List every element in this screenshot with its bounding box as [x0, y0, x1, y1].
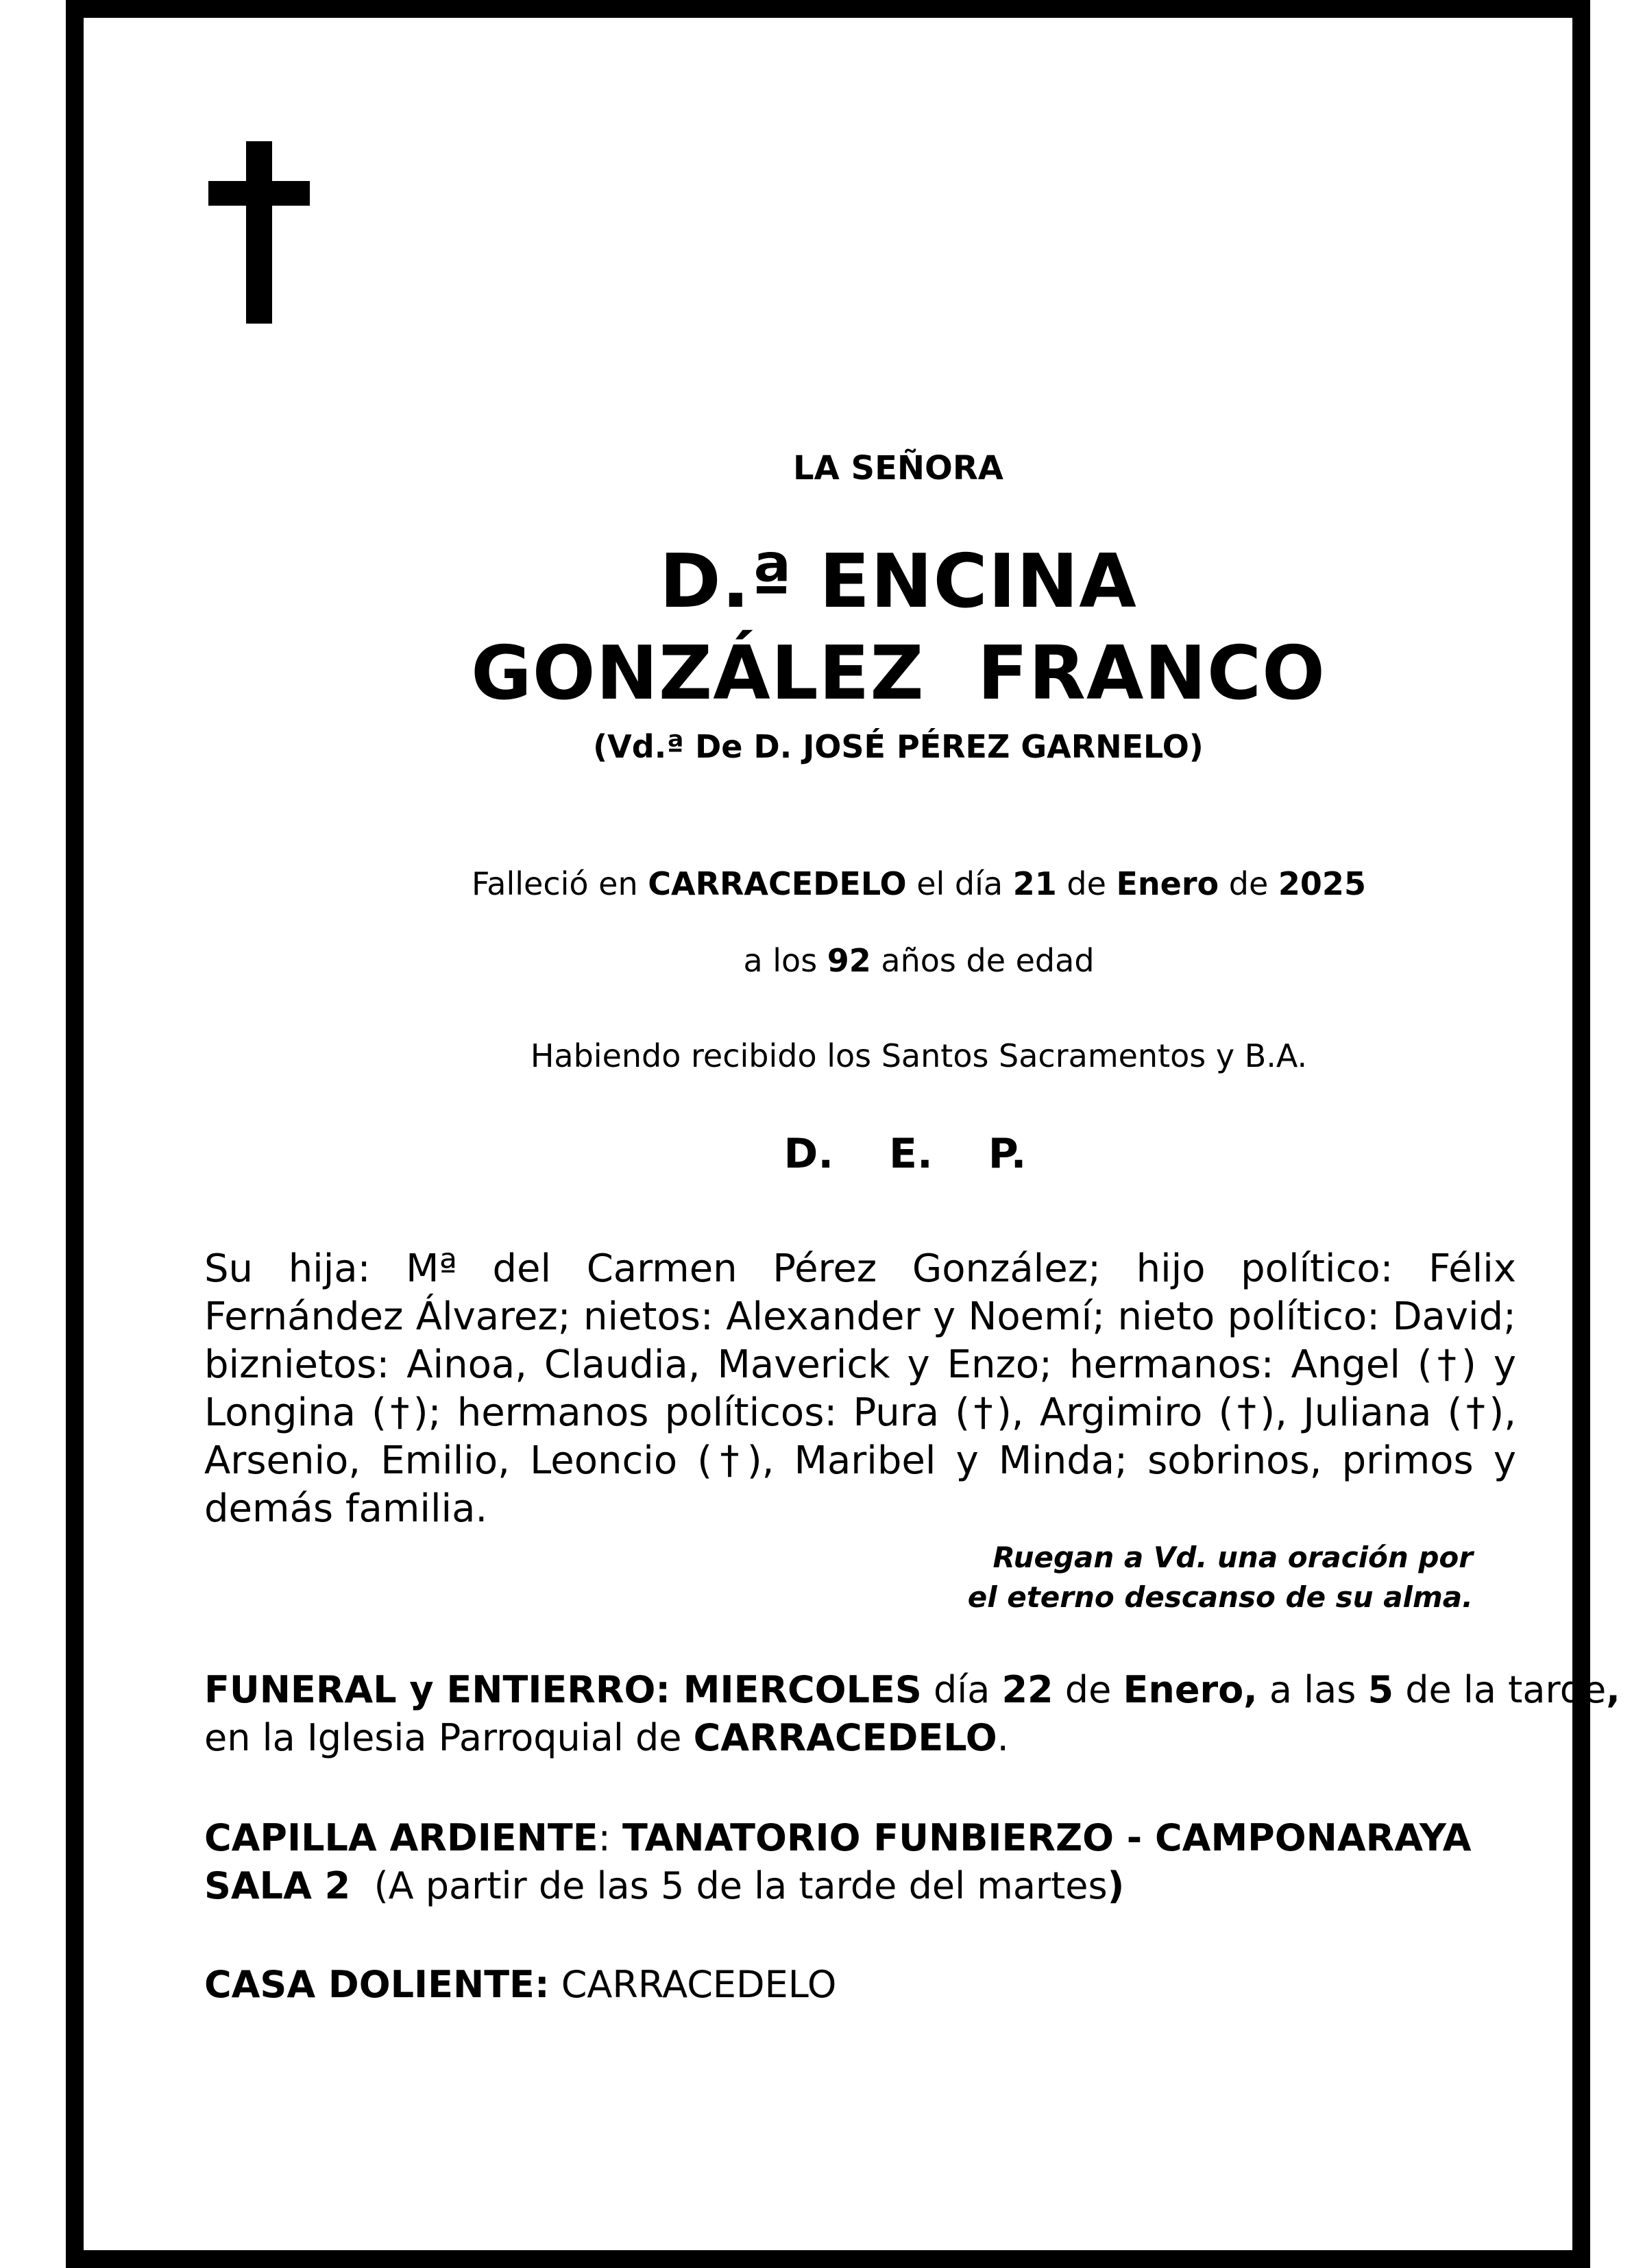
- age-info: a los 92 años de edad: [743, 942, 1095, 979]
- chapel-info: CAPILLA ARDIENTE: TANATORIO FUNBIERZO - CAMPONARAYA SALA 2 (A partir de las 5 de la tarde del martes): [204, 1816, 1472, 1907]
- cross-icon: [208, 141, 310, 324]
- prayer-request: Ruegan a Vd. una oración por el eterno descanso de su alma.: [967, 1541, 1473, 1614]
- death-info: Falleció en CARRACEDELO el día 21 de Enero de 2025: [472, 865, 1366, 902]
- widow-of: (Vd.ª De D. JOSÉ PÉREZ GARNELO): [593, 728, 1204, 765]
- honorific: LA SEÑORA: [793, 449, 1003, 487]
- deceased-name-line1: D.ª ENCINA: [659, 539, 1137, 625]
- deceased-name-line2: GONZÁLEZ FRANCO: [471, 631, 1326, 716]
- mourning-house: CASA DOLIENTE: CARRACEDELO: [204, 1963, 837, 2006]
- sacraments-text: Habiendo recibido los Santos Sacramentos y B.A.: [530, 1037, 1308, 1074]
- rip-text: D. E. P.: [783, 1130, 1027, 1178]
- family-list: Su hija: Mª del Carmen Pérez González; hijo político: Félix Fernández Álvarez; nietos: Alexander y Noemí; nieto político: David; biznietos: Ainoa, Claudia, Maverick y Enzo; hermanos: Angel (†) y Longina (†); hermanos políticos: Pura (†), Argimiro (†), Juliana (†), Arsenio, Emilio, Leoncio (†), Maribel y Minda; sobrinos, primos y demás familia.: [204, 1246, 1516, 1531]
- funeral-info: FUNERAL y ENTIERRO: MIERCOLES día 22 de Enero, a las 5 de la tarde, en la Iglesia Parroquial de CARRACEDELO.: [204, 1668, 1620, 1759]
